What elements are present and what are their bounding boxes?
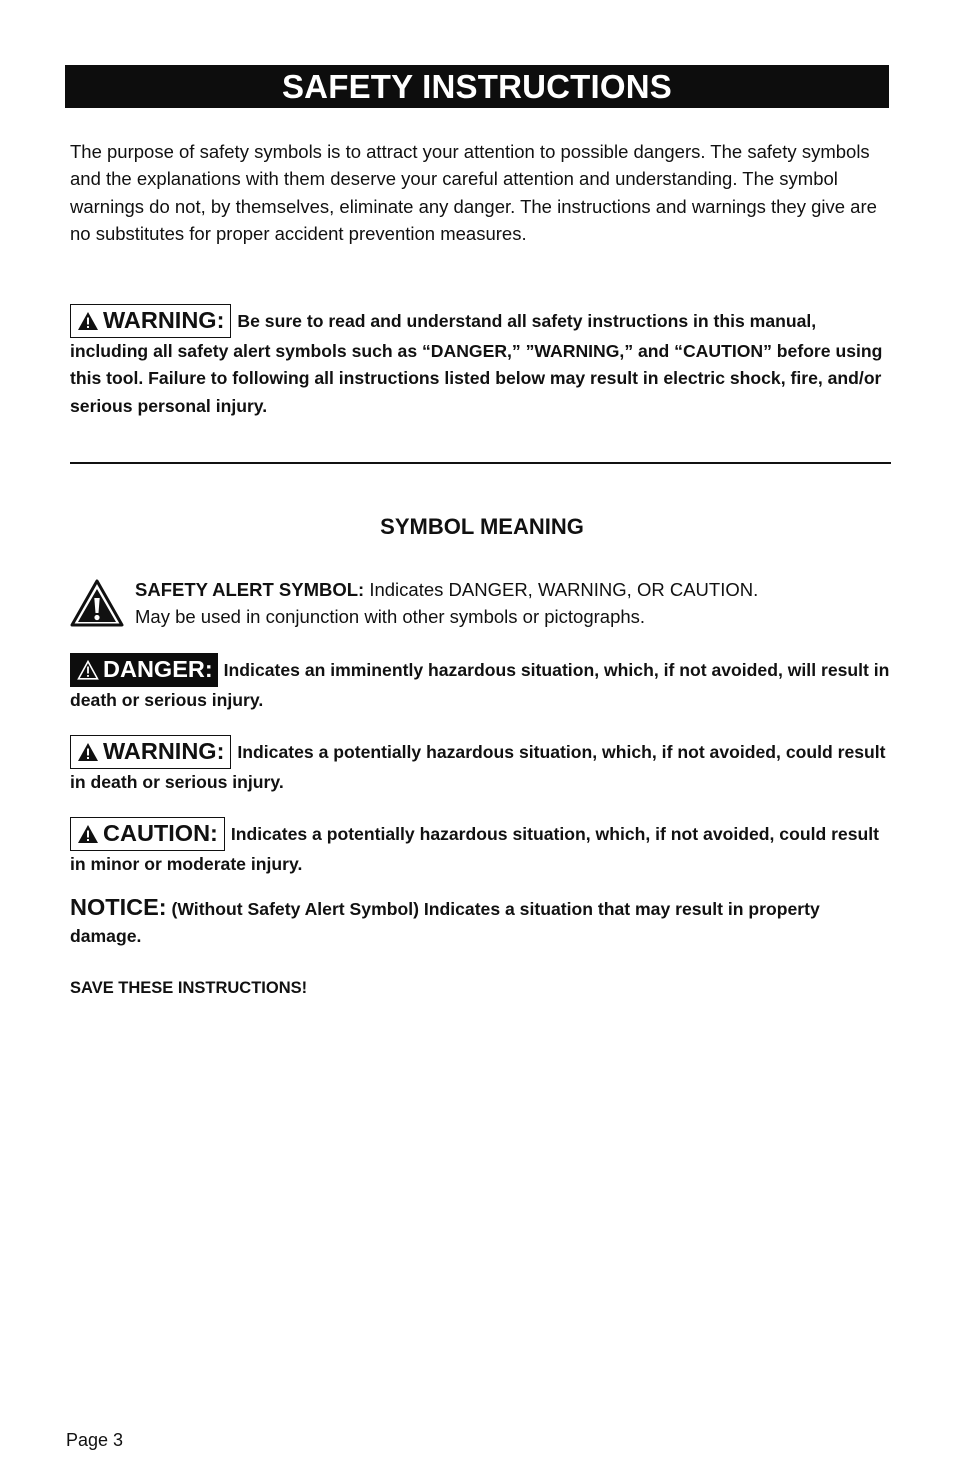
alert-triangle-icon [77,660,99,680]
section-divider [70,462,891,464]
danger-badge-label: DANGER: [103,656,213,683]
danger-text: Indicates an imminently hazardous situation, which, if not avoided, will result in death or serious injury. [70,660,890,710]
warning-text: Indicates a potentially hazardous situation, which, if not avoided, could result in death or serious injury. [70,742,886,792]
warning-badge [70,304,231,338]
caution-badge [70,817,225,851]
danger-badge [70,653,218,687]
warning-definition [70,735,890,796]
alert-triangle-icon [77,311,99,331]
warning-badge-label: WARNING: [103,738,225,765]
page-title: SAFETY INSTRUCTIONS [65,65,889,108]
safety-alert-label: SAFETY ALERT SYMBOL: [135,579,365,600]
caution-badge-label: CAUTION: [103,820,218,847]
alert-triangle-icon [77,742,99,762]
alert-triangle-icon [70,579,124,627]
warning-badge-label: WARNING: [103,307,225,334]
alert-triangle-icon [77,824,99,844]
safety-alert-row [70,576,890,632]
warning-badge [70,735,231,769]
save-instructions: SAVE THESE INSTRUCTIONS! [70,979,308,997]
safety-alert-line2: May be used in conjunction with other symbols or pictographs. [135,606,646,628]
notice-definition [70,894,890,951]
notice-text: (Without Safety Alert Symbol) Indicates a situation that may result in property damage. [70,899,820,947]
page-number: Page 3 [66,1430,124,1450]
danger-definition [70,653,890,714]
notice-label: NOTICE: [70,894,167,920]
symbol-meaning-heading: SYMBOL MEANING [380,514,584,539]
intro-paragraph: The purpose of safety symbols is to attract your attention to possible dangers. The safety symbols and the explanations with them deserve your careful attention and understanding. The symbol warnings do not, by themselves, eliminate any danger. The instructions and warnings they give are no substitutes for proper accident prevention measures. [70,141,877,244]
intro-warning-text: Be sure to read and understand all safety instructions in this manual, including all safety alert symbols such as “DANGER,” ”WARNING,” and “CAUTION” before using this tool. Failure to following all instructions listed below may result in electric shock, fire, and/or serious personal injury. [70,311,883,416]
safety-alert-line1: Indicates DANGER, WARNING, OR CAUTION. [369,579,759,600]
caution-definition [70,817,890,878]
intro-warning [70,304,890,420]
caution-text: Indicates a potentially hazardous situation, which, if not avoided, could result in minor or moderate injury. [70,824,880,874]
